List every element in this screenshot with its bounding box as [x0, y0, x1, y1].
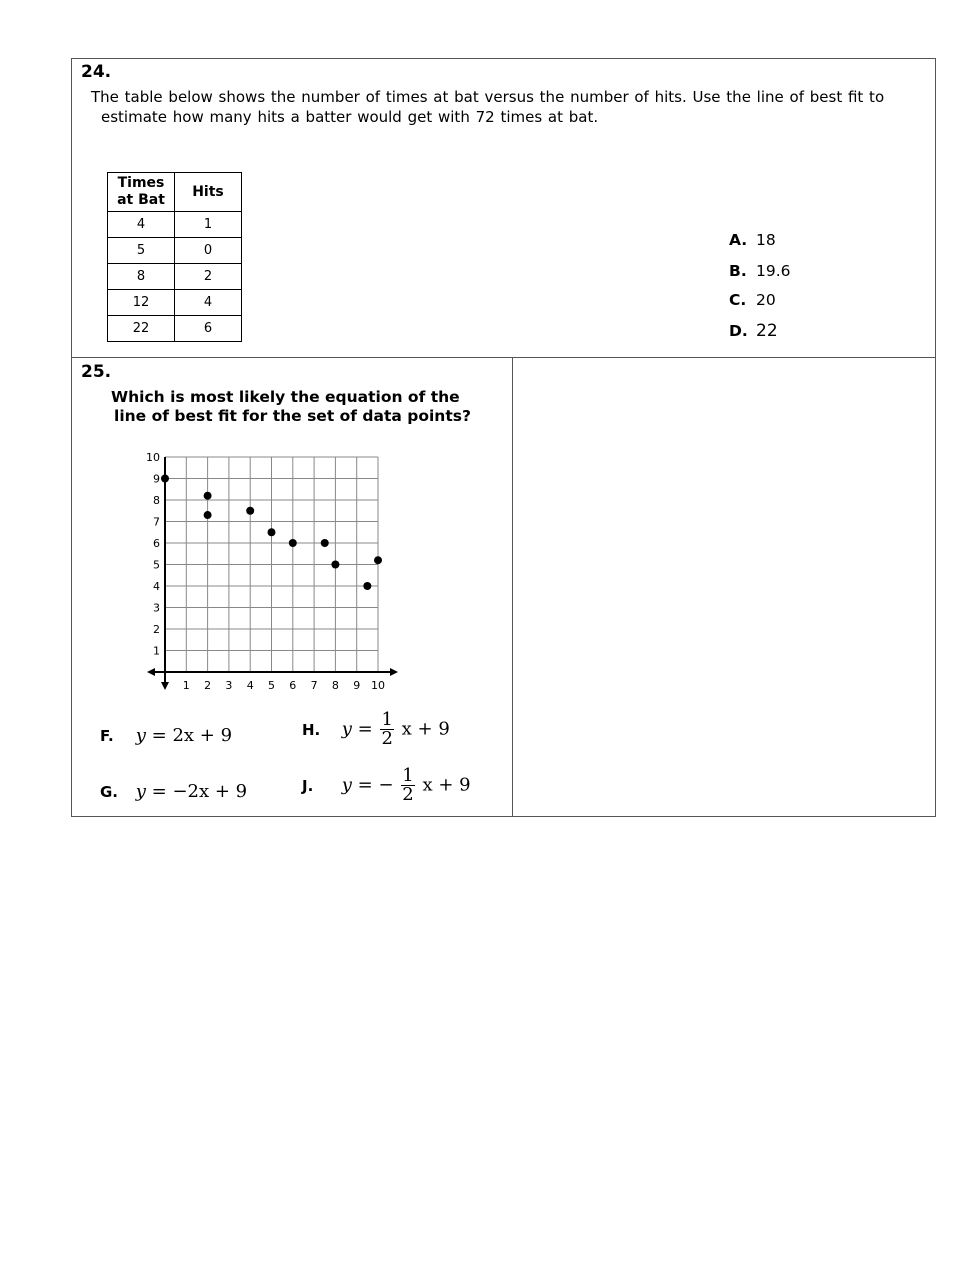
- answer-j[interactable]: [302, 767, 471, 804]
- table-row: [108, 316, 242, 342]
- y-tick-label: 8: [153, 494, 160, 507]
- header-hits: Hits: [175, 173, 242, 212]
- choice-b-letter: B.: [729, 262, 747, 280]
- data-point: [374, 556, 382, 564]
- x-axis-arrow-right: [390, 668, 398, 676]
- x-tick-label: 7: [310, 679, 318, 692]
- cell-at-bat: 12: [108, 290, 175, 316]
- cell-hits: 2: [175, 264, 242, 290]
- answer-j-label: J.: [302, 776, 314, 795]
- cell-hits: 4: [175, 290, 242, 316]
- answer-j-sign: −: [378, 774, 394, 796]
- cell-at-bat: 5: [108, 238, 175, 264]
- y-tick-label: 7: [153, 515, 160, 529]
- y-tick-label: 1: [153, 644, 160, 658]
- cell-at-bat: 4: [108, 212, 175, 238]
- cell-hits: 0: [175, 238, 242, 264]
- header-times-at-bat: [108, 173, 175, 212]
- answer-j-equals: =: [357, 774, 373, 796]
- choice-a-text: 18: [756, 231, 776, 249]
- cell-at-bat: 8: [108, 264, 175, 290]
- data-point: [161, 475, 169, 483]
- x-tick-label: 5: [268, 679, 275, 692]
- choice-d-text: 22: [756, 321, 778, 341]
- data-point: [204, 511, 212, 519]
- x-tick-label: 10: [371, 679, 385, 692]
- answer-g[interactable]: [100, 781, 247, 802]
- question-24-prompt-line1: The table below shows the number of times at bat versus the number of hits. Use the line of best fit to: [91, 88, 885, 106]
- question-25-prompt-line1: Which is most likely the equation of the: [111, 388, 460, 406]
- answer-j-numerator: 1: [402, 765, 414, 786]
- choice-b-text: 19.6: [756, 262, 791, 280]
- answer-f-label: F.: [100, 727, 114, 745]
- x-tick-label: 1: [182, 679, 190, 692]
- answer-g-label: G.: [100, 783, 119, 801]
- choice-a[interactable]: [729, 231, 776, 249]
- answer-h-label: H.: [302, 720, 321, 739]
- choice-d[interactable]: [729, 321, 778, 341]
- table-row: [108, 212, 242, 238]
- question-25-number: 25.: [81, 362, 112, 382]
- answer-g-lhs: y: [135, 781, 146, 802]
- answer-h-tail: x + 9: [401, 718, 450, 740]
- y-tick-label: 2: [153, 623, 160, 636]
- y-tick-label: 4: [153, 580, 160, 593]
- x-axis-arrow-left: [147, 668, 155, 676]
- at-bat-hits-table: [107, 172, 242, 342]
- x-tick-label: 4: [246, 679, 254, 692]
- choice-b[interactable]: [729, 262, 791, 280]
- table-row: [108, 290, 242, 316]
- data-point: [363, 582, 371, 590]
- choice-c-text: 20: [756, 291, 776, 309]
- y-tick-label: 10: [146, 451, 160, 464]
- answer-j-lhs: y: [341, 774, 352, 796]
- question-24-prompt-line2: estimate how many hits a batter would get with 72 times at bat.: [101, 108, 599, 126]
- question-25-prompt-line2: line of best fit for the set of data points?: [114, 407, 471, 425]
- answer-h-fraction: [380, 711, 393, 748]
- answer-f-lhs: y: [135, 725, 146, 746]
- table-row: [108, 264, 242, 290]
- data-point: [268, 528, 276, 536]
- x-tick-label: 8: [331, 679, 339, 692]
- cell-hits: 1: [175, 212, 242, 238]
- scatter-plot: [140, 447, 400, 697]
- cell-at-bat: 22: [108, 316, 175, 342]
- cell-hits: 6: [175, 316, 242, 342]
- y-tick-label: 3: [153, 601, 160, 615]
- answer-h-equals: =: [357, 718, 373, 740]
- choice-c[interactable]: [729, 291, 776, 309]
- x-tick-label: 9: [353, 679, 361, 692]
- plot-axes: [147, 457, 398, 690]
- y-tick-label: 6: [153, 537, 160, 550]
- answer-h-numerator: 1: [381, 709, 393, 730]
- y-tick-label: 9: [153, 472, 160, 486]
- y-axis-arrow-down: [161, 682, 169, 690]
- data-point: [331, 561, 339, 569]
- question-24-number: 24.: [81, 62, 112, 82]
- answer-g-rest: = −2x + 9: [151, 781, 248, 802]
- answer-j-fraction: [401, 767, 414, 804]
- answer-f[interactable]: [100, 725, 232, 746]
- x-tick-label: 3: [225, 679, 233, 692]
- data-point: [204, 492, 212, 500]
- choice-c-letter: C.: [729, 291, 747, 309]
- header-times-line1: Times: [117, 175, 165, 191]
- table-row: [108, 238, 242, 264]
- y-tick-label: 5: [153, 558, 160, 572]
- x-tick-label: 6: [289, 679, 297, 692]
- data-point: [289, 539, 297, 547]
- answer-h-denominator: 2: [381, 728, 393, 749]
- answer-j-tail: x + 9: [422, 774, 471, 796]
- answer-f-rest: = 2x + 9: [151, 725, 233, 746]
- answer-h-lhs: y: [341, 718, 352, 740]
- data-point: [321, 539, 329, 547]
- question-25-blank-box: [512, 357, 936, 817]
- choice-d-letter: D.: [729, 322, 748, 340]
- plot-grid: [165, 457, 378, 672]
- choice-a-letter: A.: [729, 231, 748, 249]
- x-tick-labels: [183, 679, 385, 692]
- answer-h[interactable]: [302, 711, 450, 748]
- header-times-line2: at Bat: [117, 192, 165, 208]
- y-tick-labels: [146, 451, 160, 658]
- x-tick-label: 2: [204, 679, 212, 692]
- table-header-row: [108, 173, 242, 212]
- answer-j-denominator: 2: [402, 784, 414, 805]
- data-point: [246, 507, 254, 515]
